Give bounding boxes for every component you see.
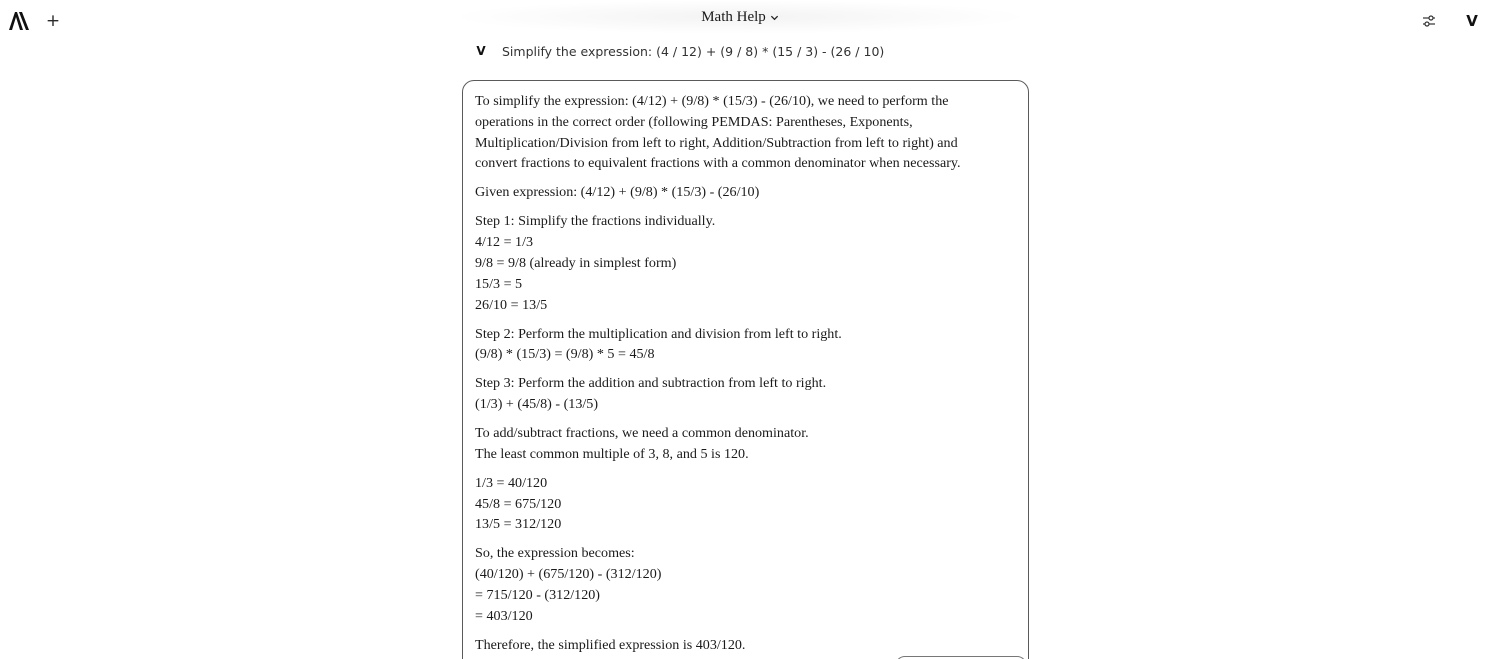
user-message-text: Simplify the expression: (4 / 12) + (9 / 8) * (15 / 3) - (26 / 10) (502, 43, 885, 59)
response-line: Therefore, the simplified expression is 403/120. (475, 636, 746, 653)
response-line: 45/8 = 675/120 (475, 495, 562, 512)
assistant-response (462, 80, 1029, 659)
response-line: Given expression: (4/12) + (9/8) * (15/3) - (26/10) (475, 184, 760, 201)
chat-title-dropdown[interactable] (701, 9, 779, 26)
response-line: = 403/120 (475, 607, 533, 624)
response-line: The least common multiple of 3, 8, and 5 is 120. (475, 445, 749, 462)
sliders-icon (1421, 13, 1437, 29)
response-line: 26/10 = 13/5 (475, 296, 548, 313)
response-paragraph (475, 373, 1016, 415)
response-paragraph (475, 635, 1016, 656)
response-paragraph (475, 324, 1016, 366)
anthropic-logo-icon[interactable] (8, 11, 30, 31)
response-line: 13/5 = 312/120 (475, 516, 562, 533)
response-line: To add/subtract fractions, we need a common denominator. (475, 425, 809, 442)
response-line: operations in the correct order (following PEMDAS: Parentheses, Exponents, (475, 113, 913, 130)
plus-icon: + (45, 11, 61, 31)
response-paragraph (475, 211, 1016, 315)
response-body (475, 91, 1016, 656)
response-line: 4/12 = 1/3 (475, 234, 534, 251)
response-line: (1/3) + (45/8) - (13/5) (475, 396, 599, 413)
chat-title: Math Help (701, 8, 766, 25)
response-line: Step 2: Perform the multiplication and division from left to right. (475, 325, 842, 342)
response-line: convert fractions to equivalent fractions with a common denominator when necessary. (475, 155, 961, 172)
response-paragraph (475, 182, 1016, 203)
response-line: 1/3 = 40/120 (475, 474, 548, 491)
avatar-initial: V (1466, 12, 1478, 30)
user-avatar[interactable] (1462, 11, 1482, 31)
response-paragraph (475, 423, 1016, 465)
settings-button[interactable] (1421, 13, 1437, 29)
response-line: Multiplication/Division from left to right, Addition/Subtraction from left to right) and (475, 134, 958, 151)
response-paragraph (475, 91, 1016, 174)
response-line: 15/3 = 5 (475, 275, 523, 292)
header (450, 0, 1030, 34)
new-chat-button[interactable] (44, 12, 62, 30)
response-line: (9/8) * (15/3) = (9/8) * 5 = 45/8 (475, 346, 655, 363)
response-line: So, the expression becomes: (475, 545, 635, 562)
response-line: (40/120) + (675/120) - (312/120) (475, 566, 662, 583)
response-line: Step 1: Simplify the fractions individually. (475, 213, 716, 230)
response-line: 9/8 = 9/8 (already in simplest form) (475, 254, 677, 271)
response-line: = 715/120 - (312/120) (475, 587, 600, 604)
response-paragraph (475, 473, 1016, 535)
chevron-down-icon (770, 13, 779, 22)
response-line: Step 3: Perform the addition and subtraction from left to right. (475, 375, 827, 392)
user-message (474, 41, 884, 61)
response-line: To simplify the expression: (4/12) + (9/8) * (15/3) - (26/10), we need to perform the (475, 93, 949, 109)
user-message-avatar: V (476, 44, 486, 58)
response-paragraph (475, 543, 1016, 626)
